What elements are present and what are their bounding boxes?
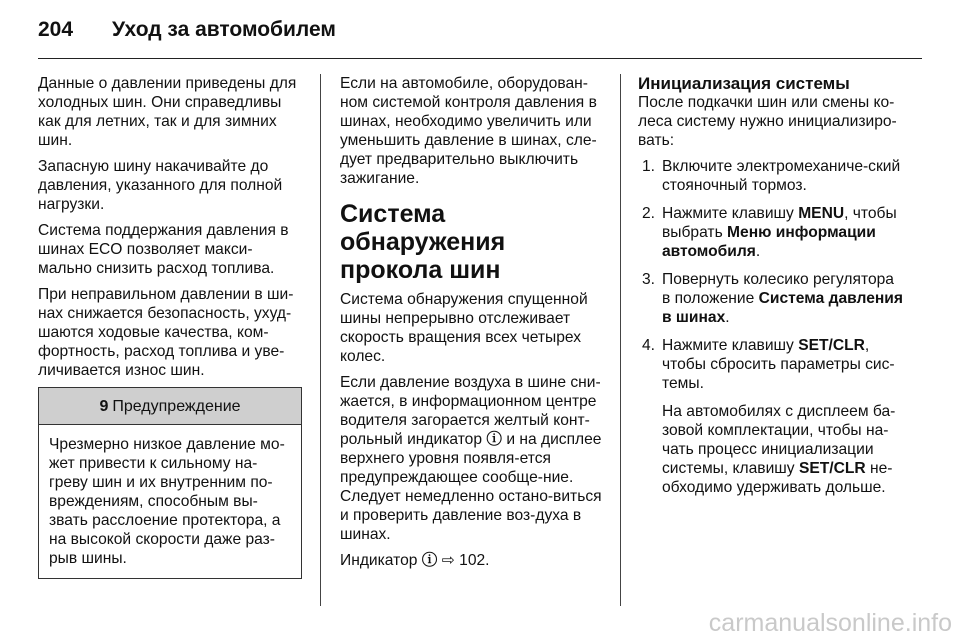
page-number: 204	[38, 18, 74, 41]
column-2	[340, 74, 604, 577]
cross-reference: Индикатор ⓘ ⇨ 102.	[340, 552, 490, 569]
column-divider	[620, 74, 621, 606]
warning-title: Предупреждение	[112, 397, 241, 415]
column-1	[38, 74, 302, 579]
list-item: 4. Нажмите клавишу SET/CLR, чтобы сбросить параметры сис-темы. На автомобилях с дисплеем ба-зовой комплектации, чтобы на-чать процесс инициализации системы, клавишу SET/CLR не-обходимо удерживать дольше.	[638, 336, 906, 497]
paragraph: Система обнаружения спущенной шины непрерывно отслеживает скорость вращения всех четырех колес.	[340, 291, 588, 365]
reference-page: 102.	[459, 552, 490, 569]
running-title: Уход за автомобилем	[112, 18, 336, 41]
column-divider	[320, 74, 321, 606]
paragraph: Если на автомобиле, оборудован-ном системой контроля давления в шинах, необходимо увеличить или уменьшить давление в шинах, сле-дует предварительно выключить зажигание.	[340, 75, 597, 187]
steps-list	[638, 157, 906, 497]
paragraph: Система поддержания давления в шинах ECO позволяет макси-мально снизить расход топлива.	[38, 222, 289, 277]
paragraph: Если давление воздуха в шине сни-жается, в информационном центре водителя загорается желтый конт-рольный индикатор ⓘ и на дисплее верхнего уровня появля-ется предупреждающее сообще-ние. Следует немедленно остано-виться и проверить давление воз-духа в шинах.	[340, 374, 602, 543]
page-header	[38, 12, 922, 52]
column-3	[638, 74, 906, 506]
section-heading: Система обнаружения прокола шин	[340, 200, 506, 284]
list-item: 1. Включите электромеханиче-ский стояночный тормоз.	[642, 158, 901, 194]
warning-header	[39, 388, 301, 425]
reference-arrow-icon: ⇨	[441, 552, 455, 569]
warning-box	[38, 387, 302, 579]
paragraph: Запасную шину накачивайте до давления, указанного для полной нагрузки.	[38, 158, 283, 213]
list-item: 3. Повернуть колесико регулятора в положение Система давления в шинах.	[642, 271, 903, 326]
step-note: На автомобилях с дисплеем ба-зовой комплектации, чтобы на-чать процесс инициализации системы, клавишу SET/CLR не-обходимо удерживать дольше.	[662, 403, 896, 496]
warning-text: Чрезмерно низкое давление мо-жет привести к сильному на-греву шин и их внутренним по-вреждениям, способным вы-звать расслоение протектора, а на высокой скорости даже раз-рыв шины.	[49, 436, 285, 567]
watermark: carmanualsonline.info	[708, 609, 952, 637]
tire-pressure-indicator-icon: ⓘ	[486, 431, 502, 448]
warning-icon: 9	[99, 397, 109, 415]
paragraph: Данные о давлении приведены для холодных шин. Они справедливы как для летних, так и для зимних шин.	[38, 75, 297, 149]
paragraph: После подкачки шин или смены ко-леса систему нужно инициализиро-вать:	[638, 94, 897, 149]
tire-pressure-indicator-icon: ⓘ	[421, 552, 438, 569]
section-heading: Инициализация системы	[638, 74, 850, 93]
paragraph: При неправильном давлении в ши-нах снижается безопасность, ухуд-шаются ходовые качества, ком-фортность, расход топлива и уве-личивается износ шин.	[38, 286, 294, 379]
list-item: 2. Нажмите клавишу MENU, чтобы выбрать Меню информации автомобиля.	[642, 205, 897, 260]
header-rule	[38, 58, 922, 59]
